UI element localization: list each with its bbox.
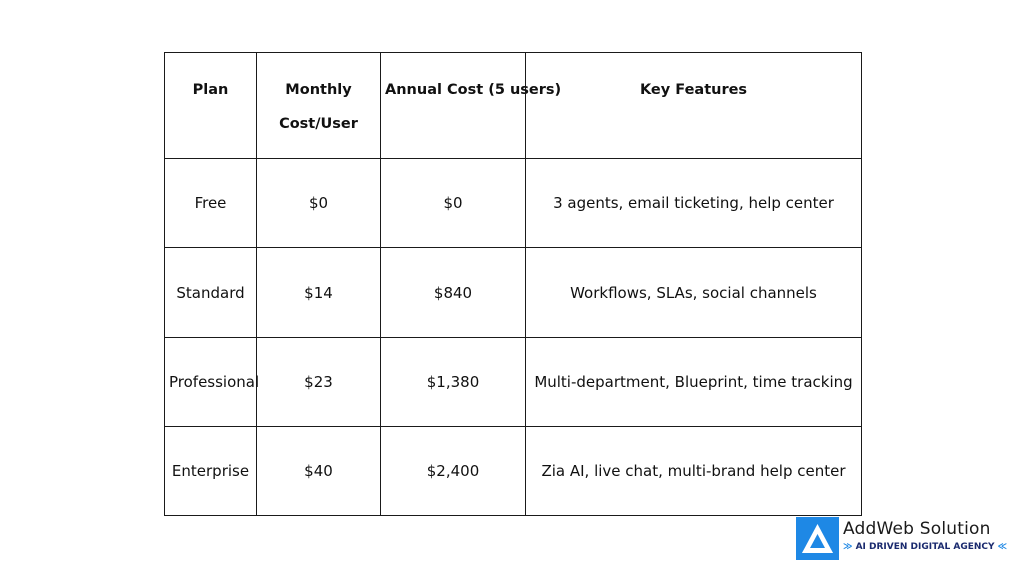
table-row <box>165 159 862 248</box>
pricing-table-container <box>164 52 861 516</box>
header-monthly-cost <box>257 53 381 159</box>
chevrons-left-icon: ≪ <box>997 542 1008 552</box>
header-monthly-line2: Cost/User <box>279 116 358 132</box>
table-row <box>165 248 862 337</box>
triangle-a-logo-icon <box>796 517 839 560</box>
pricing-table <box>164 52 862 516</box>
cell-plan: Free <box>165 159 257 248</box>
cell-features: Multi-department, Blueprint, time tracking <box>526 337 862 426</box>
cell-features: Workflows, SLAs, social channels <box>526 248 862 337</box>
cell-plan: Enterprise <box>165 426 257 515</box>
brand-tagline-text: AI DRIVEN DIGITAL AGENCY <box>855 542 995 552</box>
cell-annual: $1,380 <box>381 337 526 426</box>
header-plan: Plan <box>165 53 257 159</box>
cell-features: 3 agents, email ticketing, help center <box>526 159 862 248</box>
cell-monthly: $40 <box>257 426 381 515</box>
cell-plan: Standard <box>165 248 257 337</box>
brand-watermark <box>796 515 1016 561</box>
table-row <box>165 337 862 426</box>
header-monthly-line1: Monthly <box>285 82 352 98</box>
cell-annual: $0 <box>381 159 526 248</box>
cell-monthly: $23 <box>257 337 381 426</box>
cell-monthly: $14 <box>257 248 381 337</box>
table-header-row <box>165 53 862 159</box>
table-row <box>165 426 862 515</box>
chevrons-right-icon: ≫ <box>843 542 853 552</box>
brand-tagline <box>843 542 1007 552</box>
cell-annual: $2,400 <box>381 426 526 515</box>
cell-annual: $840 <box>381 248 526 337</box>
brand-name: AddWeb Solution <box>843 519 991 539</box>
header-annual-cost: Annual Cost (5 users) <box>381 53 526 159</box>
cell-monthly: $0 <box>257 159 381 248</box>
cell-plan: Professional <box>165 337 257 426</box>
cell-features: Zia AI, live chat, multi-brand help center <box>526 426 862 515</box>
header-key-features: Key Features <box>526 53 862 159</box>
